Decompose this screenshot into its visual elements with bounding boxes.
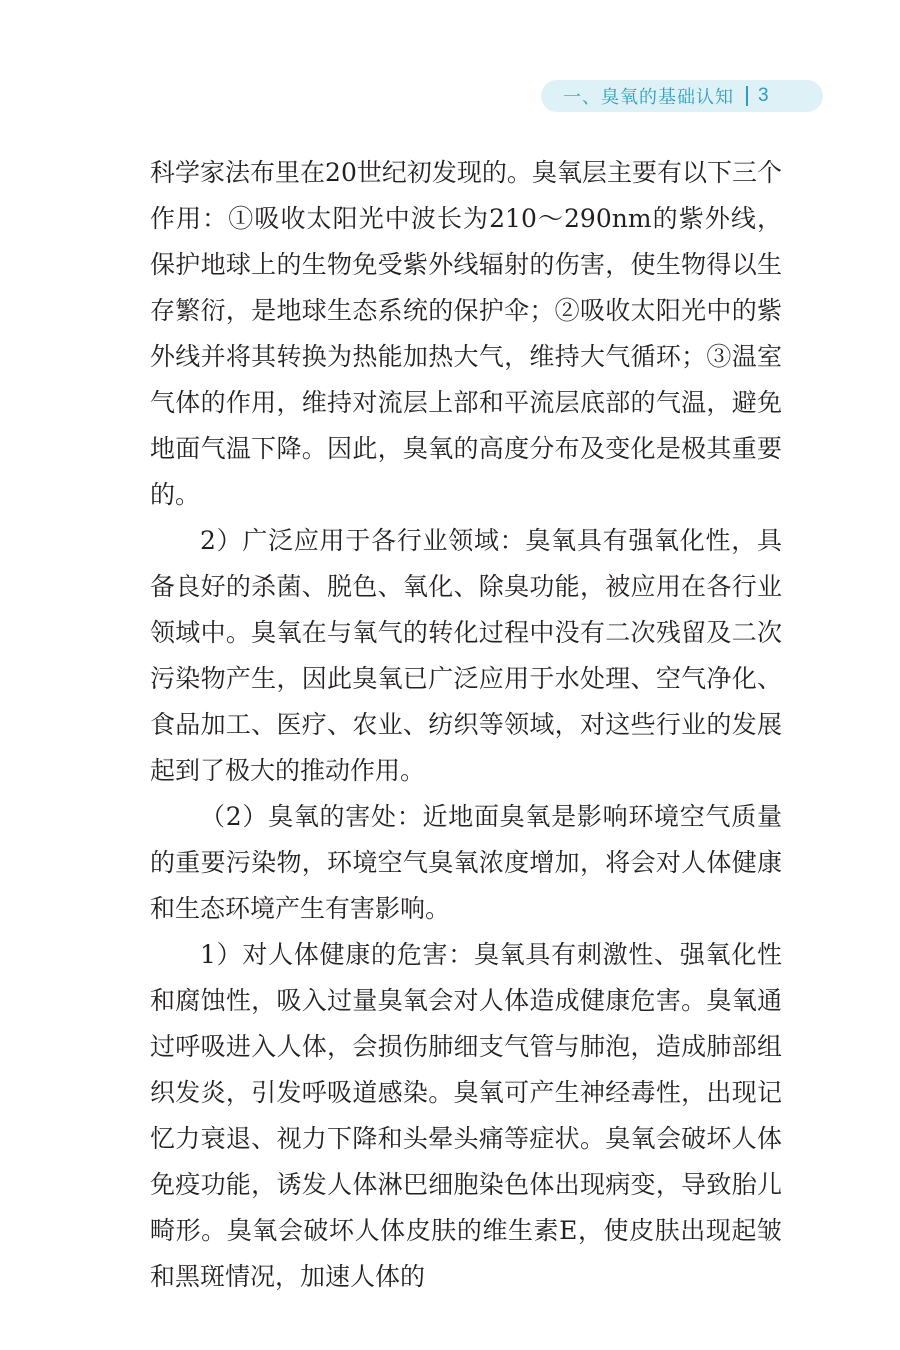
- page-number: 3: [758, 85, 769, 106]
- section-title: 一、臭氧的基础认知: [563, 87, 734, 108]
- paragraph-industrial-applications: 2）广泛应用于各行业领域：臭氧具有强氧化性，具备良好的杀菌、脱色、氧化、除臭功能，被应用在各行业领域中。臭氧在与氧气的转化过程中没有二次残留及二次污染物产生，因此臭氧已广泛应用于水处理、空气净化、食品加工、医疗、农业、纺织等领域，对这些行业的发展起到了极大的推动作用。: [150, 526, 782, 785]
- paragraph-ozone-harms: （2）臭氧的害处：近地面臭氧是影响环境空气质量的重要污染物，环境空气臭氧浓度增加，将会对人体健康和生态环境产生有害影响。: [150, 802, 782, 923]
- header-divider: [746, 86, 748, 106]
- running-header: [541, 80, 823, 112]
- body-text: [150, 150, 782, 1300]
- paragraph-ozone-layer-functions: 科学家法布里在20世纪初发现的。臭氧层主要有以下三个作用：①吸收太阳光中波长为210～290nm的紫外线，保护地球上的生物免受紫外线辐射的伤害，使生物得以生存繁衍，是地球生态系统的保护伞；②吸收太阳光中的紫外线并将其转换为热能加热大气，维持大气循环；③温室气体的作用，维持对流层上部和平流层底部的气温，避免地面气温下降。因此，臭氧的高度分布及变化是极其重要的。: [150, 158, 782, 509]
- paragraph-health-hazards: 1）对人体健康的危害：臭氧具有刺激性、强氧化性和腐蚀性，吸入过量臭氧会对人体造成健康危害。臭氧通过呼吸进入人体，会损伤肺细支气管与肺泡，造成肺部组织发炎，引发呼吸道感染。臭氧可产生神经毒性，出现记忆力衰退、视力下降和头晕头痛等症状。臭氧会破坏人体免疫功能，诱发人体淋巴细胞染色体出现病变，导致胎儿畸形。臭氧会破坏人体皮肤的维生素E，使皮肤出现起皱和黑斑情况，加速人体的: [150, 940, 782, 1291]
